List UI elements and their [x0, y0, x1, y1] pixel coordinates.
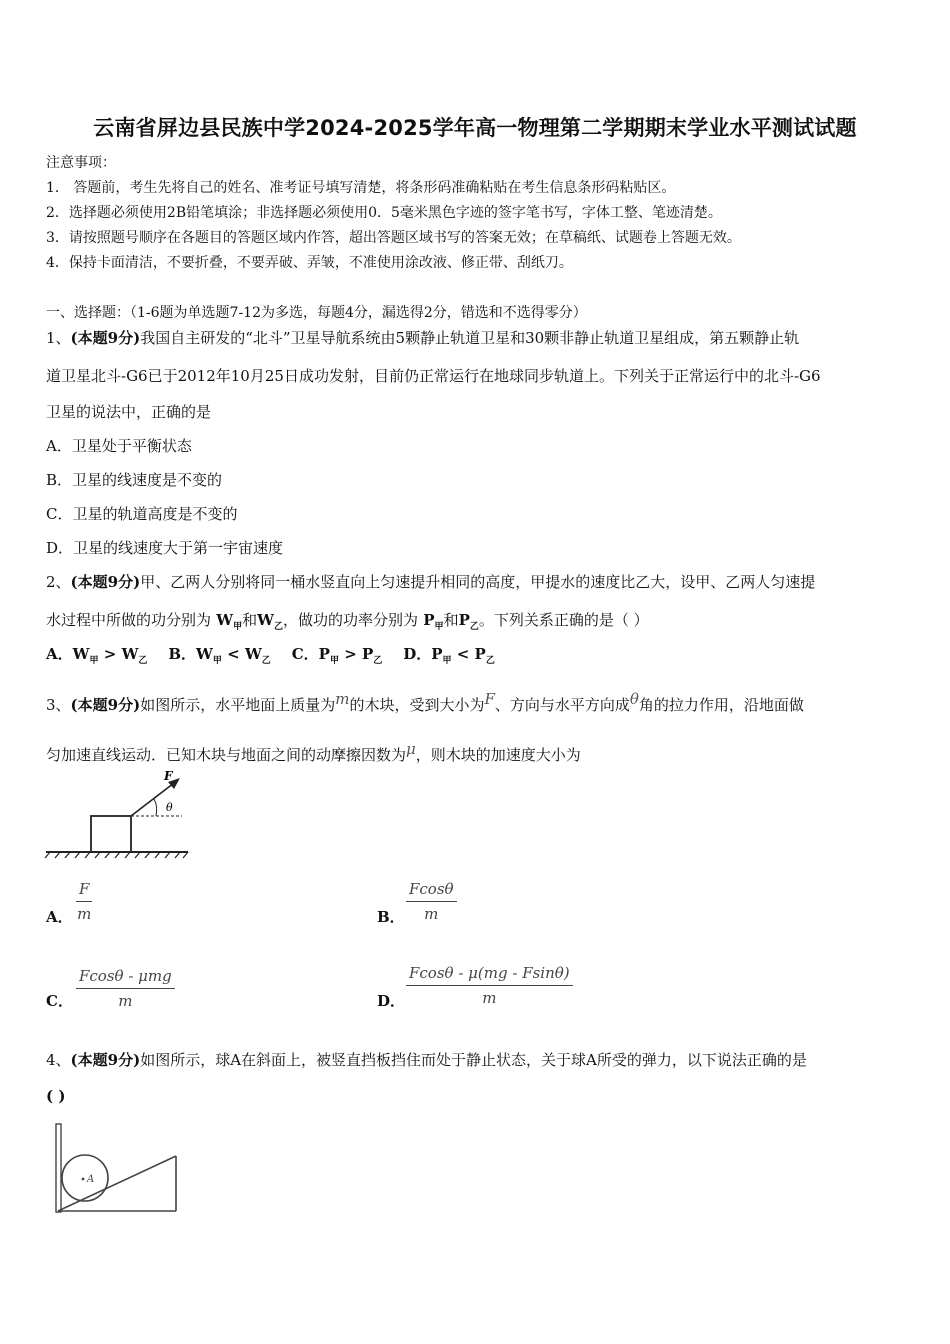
question-1-option-c: C．卫星的轨道高度是不变的 — [46, 505, 238, 523]
wooden-block — [91, 816, 131, 852]
q3-option-d-formula: $\frac{Fcos\theta - \mu(mg - Fsin\theta)}{m}$ — [406, 964, 573, 1007]
ball-on-incline-diagram — [52, 1122, 180, 1216]
q3-option-c-label: C． — [46, 992, 73, 1010]
question-3-line-1: 3、(本题9分)如图所示，水平地面上质量为$^m$的木块，受到大小为$^F$、方向与水平方向成$^\theta$角的拉力作用，沿地面做 — [46, 690, 804, 714]
question-2-line-2: 水过程中所做的功分别为 $W_甲$和$W_乙$，做功的功率分别为 $P_甲$和$P_乙$。下列关系正确的是（ ） — [46, 611, 649, 632]
q2-option-c: C．$P_甲 > P_乙$ — [291, 645, 383, 666]
q3-option-b-formula: $\frac{Fcos\theta}{m}$ — [406, 880, 457, 923]
notes-heading: 注意事项： — [46, 155, 116, 171]
q3-option-a-formula: $\frac{F}{m}$ — [77, 880, 92, 923]
q2-option-d: D．$P_甲 < P_乙$ — [403, 645, 495, 666]
question-2-options — [46, 643, 495, 666]
question-3-line-2: 匀加速直线运动．已知木块与地面之间的动摩擦因数为$^\mu$，则木块的加速度大小为 — [46, 740, 581, 764]
question-1-line-1: 1、(本题9分)我国自主研发的“北斗”卫星导航系统由5颗静止轨道卫星和30颗非静止轨道卫星组成，第五颗静止轨 — [46, 329, 800, 347]
section-heading: 一、选择题：（1-6题为单选题7-12为多选，每题4分，漏选得2分，错选和不选得零分） — [46, 305, 587, 321]
question-2-line-1: 2、(本题9分)甲、乙两人分别将同一桶水竖直向上匀速提升相同的高度，甲提水的速度比乙大，设甲、乙两人匀速提 — [46, 573, 816, 591]
angle-arc — [154, 799, 157, 816]
question-1-line-3: 卫星的说法中，正确的是 — [46, 403, 212, 421]
q3-option-b-label: B． — [377, 908, 405, 926]
vertical-board — [56, 1124, 61, 1212]
question-1-option-b: B．卫星的线速度是不变的 — [46, 471, 223, 489]
q3-option-d-label: D． — [377, 992, 406, 1010]
note-item-1: 1． 答题前，考生先将自己的姓名、准考证号填写清楚，将条形码准确粘贴在考生信息条形码粘贴区。 — [46, 180, 676, 196]
question-1-option-d: D．卫星的线速度大于第一宇宙速度 — [46, 539, 284, 557]
note-item-3: 3．请按照题号顺序在各题目的答题区域内作答，超出答题区域书写的答案无效；在草稿纸、试题卷上答题无效。 — [46, 230, 741, 246]
note-item-2: 2．选择题必须使用2B铅笔填涂；非选择题必须使用0．5毫米黑色字迹的签字笔书写，字体工整、笔迹清楚。 — [46, 205, 722, 221]
question-1-line-2: 道卫星北斗-G6已于2012年10月25日成功发射，目前仍正常运行在地球同步轨道上。下列关于正常运行中的北斗-G6 — [46, 367, 821, 385]
question-1-option-a: A．卫星处于平衡状态 — [46, 437, 192, 455]
q3-option-c-formula: $\frac{\text{Fcosθ - μmg}}{m}$ — [76, 967, 175, 1010]
page-title: 云南省屏边县民族中学2024-2025学年高一物理第二学期期末学业水平测试试题 — [93, 116, 857, 140]
force-label: F — [164, 769, 173, 783]
angle-label: θ — [166, 801, 173, 814]
note-item-4: 4．保持卡面清洁，不要折叠，不要弄破、弄皱，不准使用涂改液、修正带、刮纸刀。 — [46, 255, 573, 271]
block-force-diagram — [44, 768, 194, 860]
question-4-line-2: ( ) — [46, 1087, 66, 1105]
incline-surface — [58, 1156, 176, 1211]
q2-option-b: B．$W_甲 < W_乙$ — [168, 645, 271, 666]
ball-label: A — [87, 1174, 95, 1185]
ball-center-dot — [82, 1178, 85, 1181]
q3-option-a-label: A． — [46, 908, 73, 926]
q2-option-a: A．$W_甲 > W_乙$ — [46, 645, 148, 666]
question-4-line-1: 4、(本题9分)如图所示，球A在斜面上，被竖直挡板挡住而处于静止状态，关于球A所受的弹力，以下说法正确的是 — [46, 1051, 807, 1069]
ball-a — [62, 1155, 108, 1201]
